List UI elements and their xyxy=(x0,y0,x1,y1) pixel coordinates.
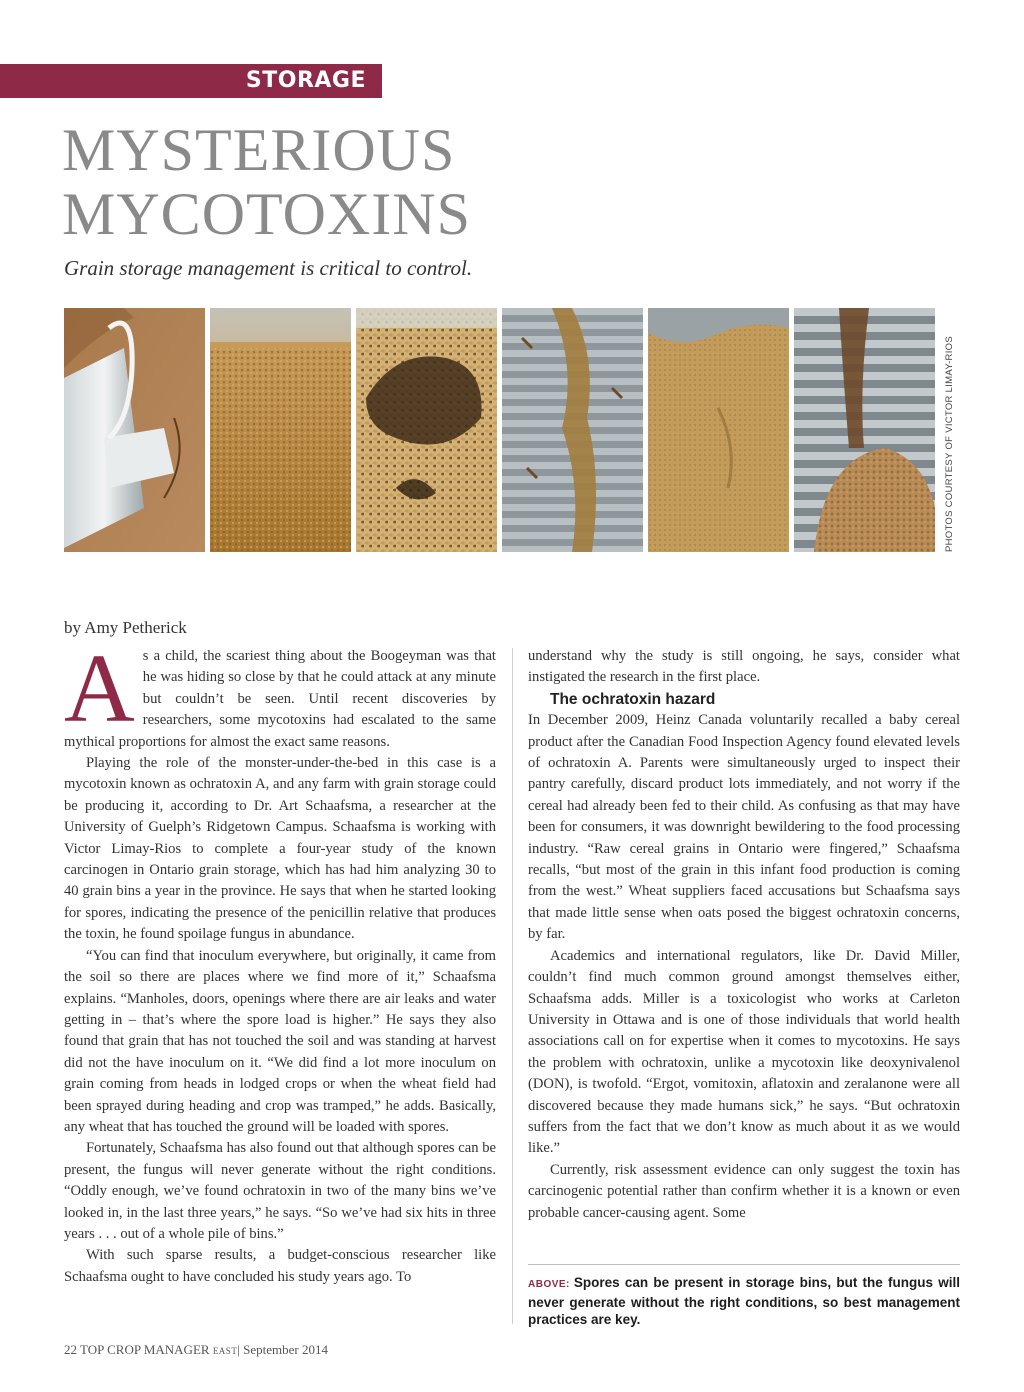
page-number: 22 xyxy=(64,1342,77,1357)
grain-bin-photo-1 xyxy=(64,308,205,552)
photo-credit: PHOTOS COURTESY OF VICTOR LIMAY-RIOS xyxy=(944,336,955,552)
folio-separator: | xyxy=(237,1342,240,1357)
headline xyxy=(62,118,471,246)
headline-line-1: MYSTERIOUS xyxy=(62,117,456,183)
caption-rule xyxy=(528,1264,960,1265)
grain-bin-photo-6 xyxy=(794,308,935,552)
column-divider xyxy=(512,648,513,1324)
article-paragraph: In December 2009, Heinz Canada voluntarily recalled a baby cereal product after the Canadian Food Inspection Agency found elevated levels of ochratoxin A. Parents were simultaneously urged to inspect their pantry carefully, discard product lots immediately, and not worry if the cereal had already been fed to their child. As confusing as that may have been for consumers, it was downright bewildering to the food processing industry. “Raw cereal grains in Ontario were fingered,” Schaafsma recalls, “but most of the grain in this infant food production is coming from the west.” Wheat suppliers faced accusations but Schaafsma says that made little sense when oats posed the biggest ochratoxin concerns, by far. xyxy=(528,712,960,943)
issue-date: September 2014 xyxy=(243,1342,329,1357)
article-paragraph: understand why the study is still ongoing, he says, consider what instigated the research in the first place. xyxy=(528,648,960,686)
article-column-right xyxy=(528,646,960,1224)
page-folio xyxy=(64,1342,328,1358)
article-paragraph: “You can find that inoculum everywhere, but originally, it came from the soil so there are places where we find more of it,” Schaafsma explains. “Manholes, doors, openings where there are air leaks and water getting in – that’s where the spore load is higher.” He says they also found that grain that has not touched the soil and was standing at harvest did not the have inoculum on it. “We did find a lot more inoculum on grain coming from heads in lodged crops or when the wheat field had been sprayed during heading and crop was tramped,” he adds. Basically, any wheat that has touched the ground will be loaded with spores. xyxy=(64,947,496,1135)
grain-bin-photo-4 xyxy=(502,308,643,552)
caption-label: ABOVE: xyxy=(528,1279,570,1290)
article-paragraph xyxy=(64,635,496,753)
headline-line-2: MYCOTOXINS xyxy=(62,181,471,247)
grain-bin-photo-2 xyxy=(210,308,351,552)
edition-label: EAST xyxy=(212,1346,238,1356)
grain-bin-photo-5 xyxy=(648,308,789,552)
deck-subtitle: Grain storage management is critical to control. xyxy=(64,256,473,280)
article-paragraph: Fortunately, Schaafsma has also found out that although spores can be present, the fungus will never generate without the right conditions. “Oddly enough, we’ve found ochratoxin in two of the many bins we’ve looked in, in the last three years,” he says. “So we’ve had six hits in three years . . . out of a whole pile of bins.” xyxy=(64,1140,496,1242)
article-paragraph: Playing the role of the monster-under-the-bed in this case is a mycotoxin known as ochratoxin A, and any farm with grain storage could be producing it, according to Dr. Art Schaafsma, a researcher at the University of Guelph’s Ridgetown Campus. Schaafsma is working with Victor Limay-Rios to complete a four-year study of the known carcinogen in Ontario grain storage, which has had him analyzing 30 to 40 grain bins a year in the province. He says that when he started looking for spores, indicating the presence of the penicillin relative that produces the toxin, he found spoilage fungus in abundance. xyxy=(64,755,496,943)
byline: by Amy Petherick xyxy=(64,618,187,637)
section-banner: STORAGE xyxy=(0,64,382,98)
magazine-name: TOP CROP MANAGER xyxy=(80,1342,210,1357)
grain-bin-photo-3 xyxy=(356,308,497,552)
photo-caption xyxy=(528,1274,960,1329)
article-paragraph: Currently, risk assessment evidence can only suggest the toxin has carcinogenic potential rather than confirm whether it is a known or even probable cancer-causing agent. Some xyxy=(528,1161,960,1221)
caption-text: Spores can be present in storage bins, but the fungus will never generate without the right conditions, so best management practices are key. xyxy=(528,1275,960,1327)
drop-cap: A xyxy=(64,635,135,743)
paragraph-text: s a child, the scariest thing about the Boogeyman was that he was hiding so close by that he could attack at any minute but couldn’t be seen. Until recent discoveries by researchers, some mycotoxins had escalated to the same mythical proportions for almost the exact same reasons. xyxy=(64,648,496,750)
subhead: The ochratoxin hazard xyxy=(550,690,716,708)
article-paragraph: Academics and international regulators, like Dr. David Miller, couldn’t find much common ground amongst themselves either, Schaafsma adds. Miller is a toxicologist who works at Carleton University in Ottawa and is one of those individuals that world health associations call on for expertise when it comes to mycotoxins. He says the problem with ochratoxin, unlike a mycotoxin like deoxynivalenol (DON), is twofold. “Ergot, vomitoxin, aflatoxin and zeralanone were all discovered because they made humans sick,” he says. “But ochratoxin suffers from the fact that we don’t know as much about it as we would like.” xyxy=(528,947,960,1157)
article-paragraph: With such sparse results, a budget-conscious researcher like Schaafsma ought to have concluded his study years ago. To xyxy=(64,1247,496,1285)
article-column-left xyxy=(64,635,496,1288)
